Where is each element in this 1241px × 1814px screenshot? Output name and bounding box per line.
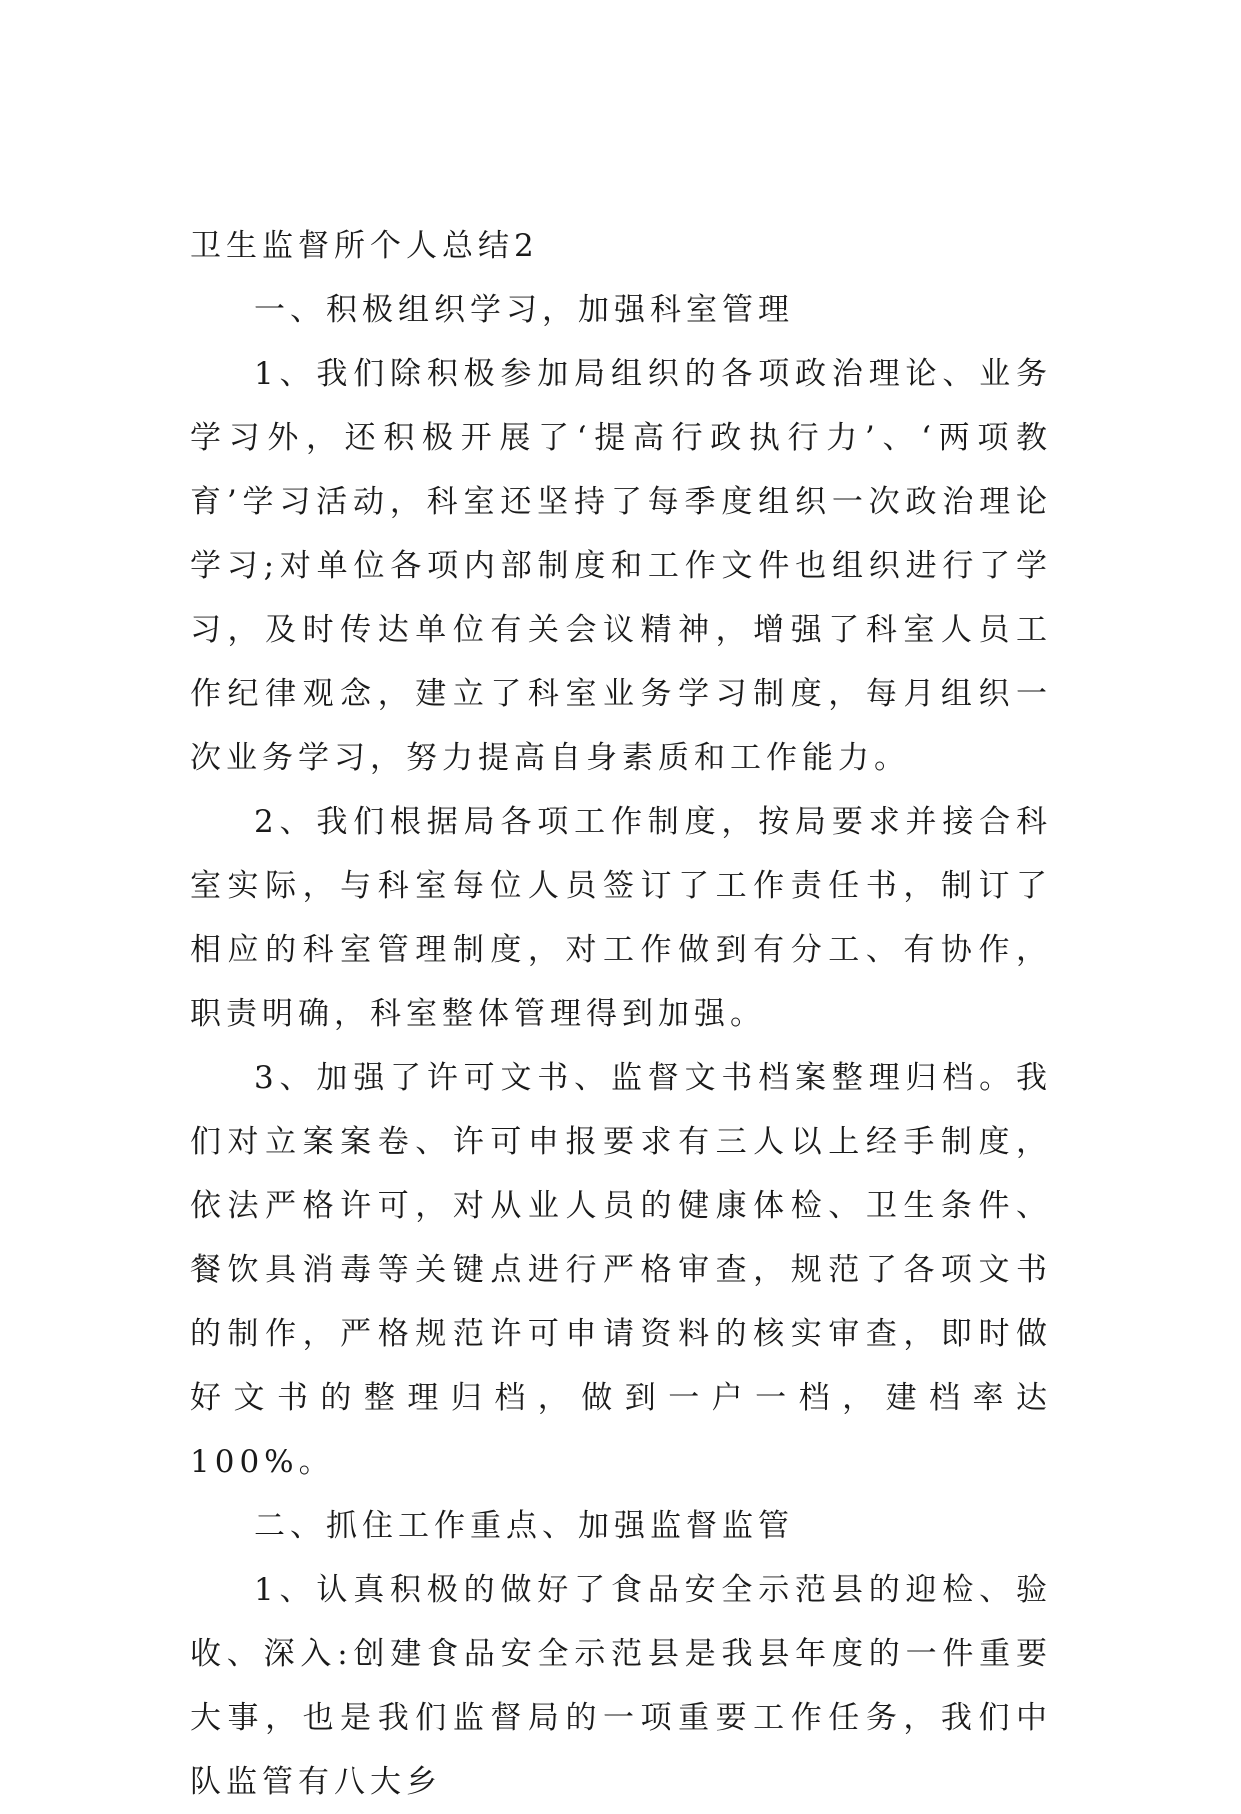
- paragraph-1-1: 1、我们除积极参加局组织的各项政治理论、业务学习外，还积极开展了‘提高行政执行力’、‘两项教育’学习活动，科室还坚持了每季度组织一次政治理论学习;对单位各项内部制度和工作文件也组织进行了学习，及时传达单位有关会议精神，增强了科室人员工作纪律观念，建立了科室业务学习制度，每月组织一次业务学习，努力提高自身素质和工作能力。: [190, 356, 1052, 776]
- section-heading-2: 二、抓住工作重点、加强监督监管: [254, 1508, 794, 1544]
- section-heading-1: 一、积极组织学习，加强科室管理: [254, 292, 794, 328]
- document-body: [190, 214, 1052, 1814]
- paragraph-1-2: 2、我们根据局各项工作制度，按局要求并接合科室实际，与科室每位人员签订了工作责任书，制订了相应的科室管理制度，对工作做到有分工、有协作，职责明确，科室整体管理得到加强。: [190, 804, 1052, 1032]
- document-title: 卫生监督所个人总结2: [190, 228, 539, 264]
- paragraph-1-3: 3、加强了许可文书、监督文书档案整理归档。我们对立案案卷、许可申报要求有三人以上经手制度，依法严格许可，对从业人员的健康体检、卫生条件、餐饮具消毒等关键点进行严格审查，规范了各项文书的制作，严格规范许可申请资料的核实审查，即时做好文书的整理归档，做到一户一档，建档率达100%。: [190, 1060, 1052, 1480]
- paragraph-2-1: 1、认真积极的做好了食品安全示范县的迎检、验收、深入:创建食品安全示范县是我县年度的一件重要大事，也是我们监督局的一项重要工作任务，我们中队监管有八大乡: [190, 1572, 1052, 1800]
